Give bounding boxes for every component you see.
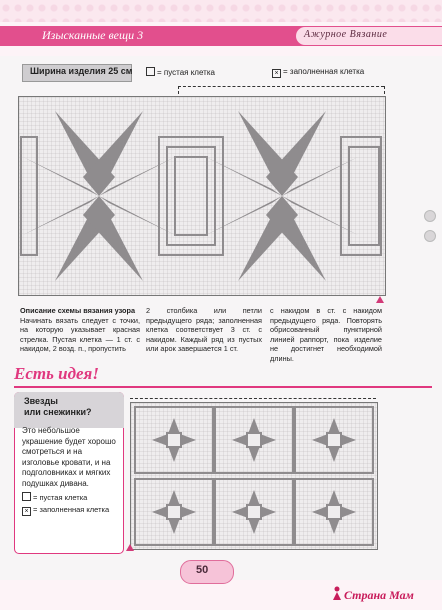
idea-box-text: Это небольшое украшение будет хорошо смотреться и на изголовье кровати, и на подголовниках и мягких подушках дивана. — [22, 426, 116, 488]
description-text-2: 2 столбика или петли предыдущего ряда; заполненная клетка соответствует 3 ст. с накидом. Каждый ряд из пустых или арок завершается 1 ст. — [146, 306, 262, 353]
idea-legend-filled — [22, 505, 109, 516]
crochet-chart-main — [18, 96, 386, 296]
legend-filled-text: = заполненная клетка — [283, 67, 365, 76]
idea-title-line1: Звезды — [24, 396, 58, 406]
idea-divider — [14, 386, 432, 388]
binder-hole — [424, 210, 436, 222]
start-arrow-icon — [126, 544, 134, 551]
width-label: Ширина изделия 25 см — [30, 66, 133, 76]
legend-filled — [272, 67, 364, 78]
description-heading: Описание схемы вязания узора — [20, 306, 136, 315]
main-chart-graphic — [19, 97, 385, 295]
site-watermark: Страна Мам — [344, 588, 414, 602]
legend-empty — [146, 67, 215, 77]
start-arrow-icon — [376, 296, 384, 303]
description-col-1 — [20, 306, 140, 354]
section-title: Изысканные вещи 3 — [42, 28, 144, 42]
description-col-2 — [146, 306, 262, 354]
description-col-3 — [270, 306, 382, 363]
binder-hole — [424, 230, 436, 242]
crochet-chart-stars — [130, 402, 378, 550]
idea-heading: Есть идея! — [14, 364, 99, 383]
idea-title-line2: или снежинки? — [24, 407, 92, 417]
empty-cell-icon — [22, 492, 31, 501]
idea-legend-filled-text: = заполненная клетка — [33, 505, 110, 514]
watermark-icon — [332, 586, 342, 600]
empty-cell-icon — [146, 67, 155, 76]
repeat-marker-top — [178, 86, 384, 87]
stars-chart-graphic — [131, 403, 377, 549]
description-text-1: Начинать вязать следует с точки, на которую указывает красная стрелка. Пустая клетка — 1 ст. с накидом, 2 возд. п., пропустить — [20, 315, 140, 353]
page-header — [0, 0, 442, 56]
magazine-brand: Ажурное Вязание — [304, 29, 388, 40]
idea-legend-empty-text: = пустая клетка — [33, 493, 88, 502]
page-number: 50 — [196, 564, 209, 576]
idea-legend-empty — [22, 492, 87, 502]
legend-empty-text: = пустая клетка — [157, 68, 215, 77]
idea-repeat-marker — [130, 398, 376, 399]
idea-box-title — [24, 396, 92, 418]
description-text-3: с накидом в ст. с накидом предыдущего ряда. Повторять обрисованный пунктирной линией раппорт, пока изделие не достигнет необходимой длины. — [270, 306, 382, 363]
lace-border — [0, 0, 442, 22]
filled-cell-icon: × — [22, 507, 31, 516]
filled-cell-icon: × — [272, 69, 281, 78]
